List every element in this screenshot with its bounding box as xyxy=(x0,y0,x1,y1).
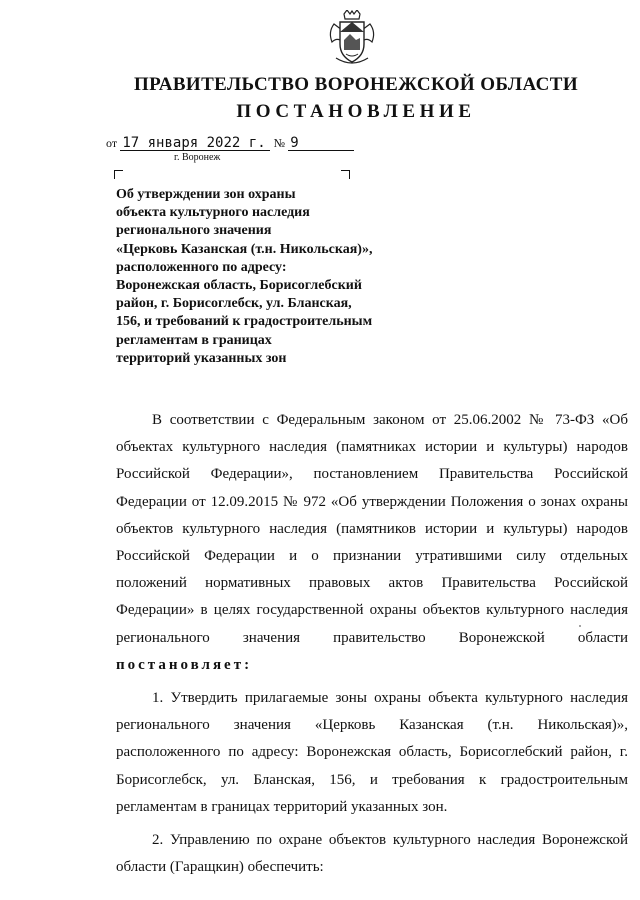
subject-line: территорий указанных зон xyxy=(116,350,287,366)
subject-corner-mark-right xyxy=(341,170,350,179)
subject-line: район, г. Борисоглебск, ул. Бланская, xyxy=(116,296,352,312)
coat-of-arms-icon xyxy=(326,10,378,68)
subject-corner-mark-left xyxy=(114,170,123,179)
document-type-title: ПОСТАНОВЛЕНИЕ xyxy=(236,101,476,122)
document-body xyxy=(116,407,628,881)
subject-line: 156, и требований к градостроительным xyxy=(116,314,373,330)
document-subject xyxy=(116,186,416,368)
document-city: г. Воронеж xyxy=(174,152,221,163)
subject-line: «Церковь Казанская (т.н. Никольская)», xyxy=(116,241,373,257)
document-number: 9 xyxy=(288,136,354,151)
subject-line: Воронежская область, Борисоглебский xyxy=(116,278,362,294)
scan-speck xyxy=(579,625,581,627)
clause-2-paragraph: 2. Управлению по охране объектов культурного наследия Воронежской области (Гаращкин) обеспечить: xyxy=(116,832,628,876)
decree-word: постановляет: xyxy=(116,656,253,673)
subject-line: регионального значения xyxy=(116,223,272,239)
clause-1-paragraph: 1. Утвердить прилагаемые зоны охраны объекта культурного наследия регионального значения «Церковь Казанская (т.н. Никольская)», расположенного по адресу: Воронежская область, Борисоглебский район, г. Борисоглебск, ул. Бланская, 156, и требования к градостроительным регламентам в границах территорий указанных зон. xyxy=(116,690,628,815)
subject-line: регламентам в границах xyxy=(116,332,272,348)
preamble-text: В соответствии с Федеральным законом от 25.06.2002 № 73-ФЗ «Об объектах культурного наследия (памятниках истории и культуры) народов Российской Федерации», постановлением Правительства Российской Федерации от 12.09.2015 № 972 «Об утверждении Положения о зонах охраны объектов культурного наследия (памятников истории и культуры) народов Российской Федерации и о признании утратившими силу отдельных положений нормативных правовых актов Правительства Российской Федерации» в целях государственной охраны объектов культурного наследия регионального значения правительство Воронежской области xyxy=(116,412,628,646)
organization-title: ПРАВИТЕЛЬСТВО ВОРОНЕЖСКОЙ ОБЛАСТИ xyxy=(133,74,579,95)
subject-line: расположенного по адресу: xyxy=(116,259,287,275)
document-date-number xyxy=(106,135,354,151)
number-prefix: № xyxy=(273,136,286,150)
subject-line: Об утверждении зон охраны xyxy=(116,187,296,202)
preamble-paragraph xyxy=(116,407,628,679)
subject-line: объекта культурного наследия xyxy=(116,205,310,221)
document-date: 17 января 2022 г. xyxy=(120,136,270,151)
date-prefix: от xyxy=(106,136,118,150)
